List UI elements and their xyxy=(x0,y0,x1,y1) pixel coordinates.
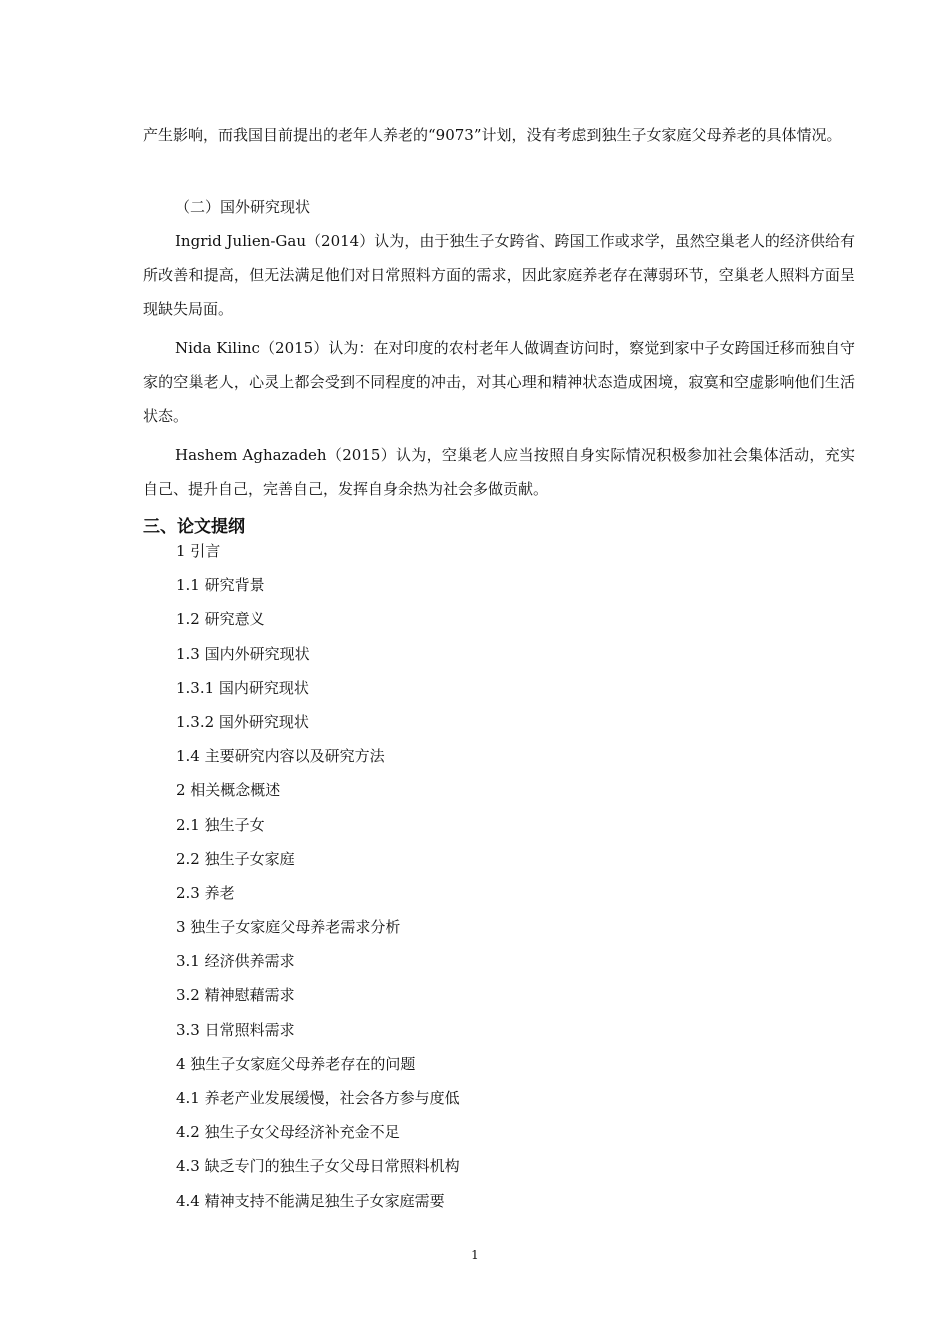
outline-item: 2.1 独生子女 xyxy=(176,815,265,834)
outline-item: 4.2 独生子女父母经济补充金不足 xyxy=(176,1123,400,1142)
outline-item: 4.4 精神支持不能满足独生子女家庭需要 xyxy=(176,1191,445,1210)
paragraph-intro-end: 产生影响，而我国目前提出的老年人养老的“9073”计划，没有考虑到独生子女家庭父母养老的具体情况。 xyxy=(143,126,842,144)
outline-item: 2.2 独生子女家庭 xyxy=(176,849,295,868)
thesis-outline-list xyxy=(176,541,460,1225)
outline-item: 1.3.1 国内研究现状 xyxy=(176,678,309,697)
outline-item: 2.3 养老 xyxy=(176,883,235,902)
outline-item: 1.1 研究背景 xyxy=(176,576,265,595)
paragraph-nida: Nida Kilinc（2015）认为：在对印度的农村老年人做调查访问时，察觉到家中子女跨国迁移而独自守家的空巢老人，心灵上都会受到不同程度的冲击，对其心理和精神状态造成困境，寂寞和空虚影响他们生活状态。 xyxy=(143,339,855,425)
outline-item: 4.3 缺乏专门的独生子女父母日常照料机构 xyxy=(176,1157,460,1176)
outline-item: 4 独生子女家庭父母养老存在的问题 xyxy=(176,1054,416,1073)
paragraph-ingrid: Ingrid Julien-Gau（2014）认为，由于独生子女跨省、跨国工作或求学，虽然空巢老人的经济供给有所改善和提高，但无法满足他们对日常照料方面的需求，因此家庭养老存在薄弱环节，空巢老人照料方面呈现缺失局面。 xyxy=(143,232,855,318)
outline-item: 3.1 经济供养需求 xyxy=(176,952,295,971)
outline-item: 1 引言 xyxy=(176,542,221,560)
page-number: 1 xyxy=(471,1248,479,1262)
outline-item: 3 独生子女家庭父母养老需求分析 xyxy=(176,918,401,937)
outline-item: 3.3 日常照料需求 xyxy=(176,1020,295,1039)
paragraph-hashem: Hashem Aghazadeh（2015）认为，空巢老人应当按照自身实际情况积极参加社会集体活动，充实自己、提升自己，完善自己，发挥自身余热为社会多做贡献。 xyxy=(143,446,855,498)
subheading-foreign-research: （二）国外研究现状 xyxy=(175,198,311,216)
section-heading-outline: 三、论文提纲 xyxy=(143,517,245,537)
outline-item: 1.4 主要研究内容以及研究方法 xyxy=(176,747,385,766)
outline-item: 1.2 研究意义 xyxy=(176,610,265,629)
outline-item: 3.2 精神慰藉需求 xyxy=(176,986,295,1005)
outline-item: 1.3.2 国外研究现状 xyxy=(176,712,309,731)
outline-item: 4.1 养老产业发展缓慢，社会各方参与度低 xyxy=(176,1089,460,1107)
outline-item: 1.3 国内外研究现状 xyxy=(176,644,310,663)
outline-item: 2 相关概念概述 xyxy=(176,781,281,800)
